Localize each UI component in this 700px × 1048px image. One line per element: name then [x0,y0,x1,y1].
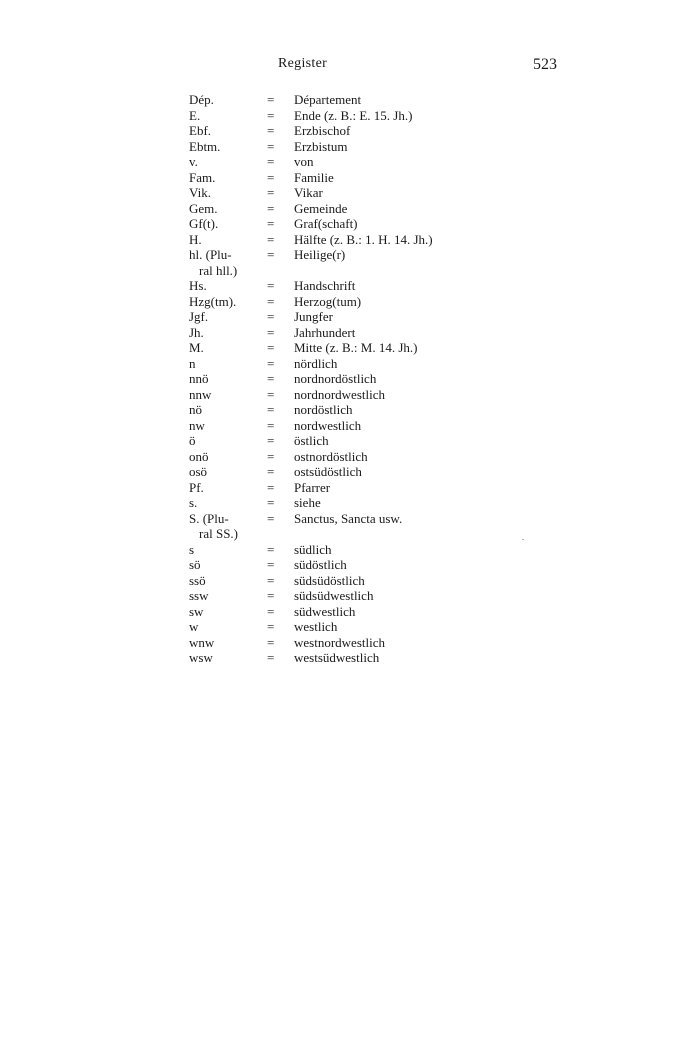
abbreviation [189,232,264,248]
meaning: Hälfte (z. B.: 1. H. 14. Jh.) [294,231,433,247]
abbreviation [189,247,264,278]
abbreviation-text: Jgf. [189,309,209,324]
abbreviation-continuation: ral hll.) [199,262,238,278]
abbreviation-text: E. [189,107,201,123]
equals-sign: = [267,510,275,526]
abbreviation-text: w [189,619,199,634]
equals-sign: = [267,216,275,231]
abbreviation-text: Dép. [189,92,214,107]
abbreviation-entry [189,216,569,232]
abbreviation-text: n [189,355,196,371]
abbreviation-entry [189,92,569,108]
abbreviation-text: M. [189,340,204,355]
equals-sign: = [267,107,275,123]
abbreviation-text: onö [189,448,209,464]
equals-sign: = [267,169,275,185]
meaning: Mitte (z. B.: M. 14. Jh.) [294,340,418,355]
meaning: Erzbistum [294,138,348,154]
equals-sign: = [267,371,275,386]
abbreviation [189,650,264,666]
abbreviation [189,123,264,139]
abbreviation-entry [189,185,569,201]
abbreviation-entry [189,604,569,620]
abbreviation-entry [189,573,569,589]
meaning: ostsüdöstlich [294,464,362,479]
meaning: Jungfer [294,309,333,324]
abbreviation-text: Gem. [189,200,218,216]
abbreviation-entry [189,418,569,434]
abbreviation [189,356,264,372]
abbreviation-text: Hs. [189,278,207,293]
meaning: östlich [294,433,329,448]
abbreviation [189,433,264,449]
abbreviation-text: sw [189,603,204,619]
equals-sign: = [267,231,275,247]
abbreviation-text: Vik. [189,185,211,200]
abbreviation [189,201,264,217]
equals-sign: = [267,433,275,448]
equals-sign: = [267,448,275,464]
meaning: Familie [294,169,334,185]
abbreviation-text: v. [189,154,198,169]
equals-sign: = [267,557,275,572]
abbreviation-entry [189,619,569,635]
meaning: Handschrift [294,278,356,293]
equals-sign: = [267,138,275,154]
abbreviation [189,480,264,496]
abbreviation-entry [189,139,569,155]
abbreviation-text: s. [189,495,198,510]
abbreviation-text: Hzg(tm). [189,293,237,309]
meaning: nordwestlich [294,417,362,433]
equals-sign: = [267,293,275,309]
equals-sign: = [267,154,275,169]
abbreviation-entry [189,635,569,651]
equals-sign: = [267,324,275,340]
abbreviation-text: Gf(t). [189,216,219,231]
abbreviation [189,387,264,403]
equals-sign: = [267,417,275,433]
abbreviation-entry [189,154,569,170]
abbreviation [189,588,264,604]
meaning: südöstlich [294,557,347,572]
abbreviation [189,170,264,186]
meaning: nördlich [294,355,338,371]
meaning: westnordwestlich [294,634,385,650]
equals-sign: = [267,309,275,324]
equals-sign: = [267,650,275,665]
abbreviation [189,108,264,124]
meaning: Erzbischof [294,123,351,138]
meaning: westsüdwestlich [294,650,380,665]
meaning: Graf(schaft) [294,216,358,231]
equals-sign: = [267,355,275,371]
abbreviation [189,557,264,573]
abbreviation [189,604,264,620]
abbreviation-text: osö [189,464,208,479]
abbreviation-text: s [189,541,195,557]
abbreviation [189,418,264,434]
meaning: westlich [294,619,338,634]
abbreviation-entry [189,278,569,294]
meaning: von [294,154,314,169]
abbreviation-text: nnö [189,371,209,386]
abbreviation [189,511,264,542]
abbreviation-entry [189,495,569,511]
abbreviation-text: nw [189,417,205,433]
abbreviation-entry [189,542,569,558]
abbreviation [189,154,264,170]
abbreviation-entry [189,588,569,604]
meaning: südsüdöstlich [294,572,365,588]
abbreviation-continuation: ral SS.) [199,526,238,541]
abbreviation-text: Ebf. [189,123,212,138]
meaning: Département [294,92,362,107]
abbreviation [189,185,264,201]
abbreviation-entry [189,464,569,480]
equals-sign: = [267,92,275,107]
abbreviation-entry [189,356,569,372]
meaning: nordnordwestlich [294,386,385,402]
equals-sign: = [267,479,275,495]
abbreviation-text: ssö [189,572,206,588]
running-header-title: Register [278,56,328,71]
abbreviation-entry [189,433,569,449]
meaning: südlich [294,541,332,557]
abbreviation [189,92,264,108]
equals-sign: = [267,123,275,138]
equals-sign: = [267,603,275,619]
equals-sign: = [267,247,275,262]
meaning: Ende (z. B.: E. 15. Jh.) [294,107,413,123]
abbreviation [189,309,264,325]
abbreviation-text: ssw [189,588,209,603]
abbreviation-text: S. (Plu- [189,510,229,526]
meaning: nordnordöstlich [294,371,377,386]
abbreviation-entry [189,247,569,278]
abbreviation-text: ö [189,433,196,448]
abbreviation-text: wnw [189,634,215,650]
abbreviation [189,402,264,418]
page-number: 523 [533,56,557,73]
abbreviation-text: sö [189,557,201,572]
equals-sign: = [267,402,275,417]
abbreviation [189,325,264,341]
print-speck [522,539,524,540]
abbreviation-text: Fam. [189,169,216,185]
abbreviation-entry [189,371,569,387]
meaning: Pfarrer [294,479,331,495]
meaning: Heilige(r) [294,247,346,262]
abbreviation-entry [189,449,569,465]
equals-sign: = [267,386,275,402]
abbreviation-entry [189,325,569,341]
equals-sign: = [267,634,275,650]
meaning: Sanctus, Sancta usw. [294,510,403,526]
abbreviation [189,371,264,387]
equals-sign: = [267,464,275,479]
abbreviation-list [189,92,569,666]
abbreviation-text: H. [189,231,202,247]
abbreviation-entry [189,480,569,496]
abbreviation-text: Pf. [189,479,204,495]
abbreviation [189,449,264,465]
abbreviation-entry [189,402,569,418]
meaning: Jahrhundert [294,324,356,340]
equals-sign: = [267,340,275,355]
abbreviation-entry [189,201,569,217]
abbreviation-entry [189,650,569,666]
abbreviation [189,573,264,589]
equals-sign: = [267,588,275,603]
equals-sign: = [267,200,275,216]
equals-sign: = [267,278,275,293]
meaning: Herzog(tum) [294,293,362,309]
meaning: ostnordöstlich [294,448,368,464]
abbreviation [189,294,264,310]
abbreviation [189,495,264,511]
abbreviation-entry [189,309,569,325]
abbreviation-entry [189,387,569,403]
abbreviation [189,635,264,651]
abbreviation-entry [189,170,569,186]
abbreviation-text: wsw [189,650,213,665]
meaning: nordöstlich [294,402,353,417]
abbreviation-text: Jh. [189,324,204,340]
equals-sign: = [267,541,275,557]
abbreviation [189,619,264,635]
abbreviation-text: nö [189,402,202,417]
abbreviation-text: hl. (Plu- [189,247,232,262]
meaning: südwestlich [294,603,356,619]
abbreviation-entry [189,123,569,139]
abbreviation [189,278,264,294]
abbreviation [189,464,264,480]
abbreviation-entry [189,340,569,356]
abbreviation [189,542,264,558]
equals-sign: = [267,572,275,588]
abbreviation-entry [189,232,569,248]
abbreviation-entry [189,511,569,542]
equals-sign: = [267,619,275,634]
abbreviation [189,340,264,356]
abbreviation-entry [189,108,569,124]
abbreviation-entry [189,294,569,310]
abbreviation [189,139,264,155]
meaning: Gemeinde [294,200,348,216]
equals-sign: = [267,495,275,510]
abbreviation-text: nnw [189,386,212,402]
abbreviation-text: Ebtm. [189,138,221,154]
abbreviation [189,216,264,232]
meaning: siehe [294,495,321,510]
meaning: Vikar [294,185,323,200]
abbreviation-entry [189,557,569,573]
meaning: südsüdwestlich [294,588,374,603]
equals-sign: = [267,185,275,200]
